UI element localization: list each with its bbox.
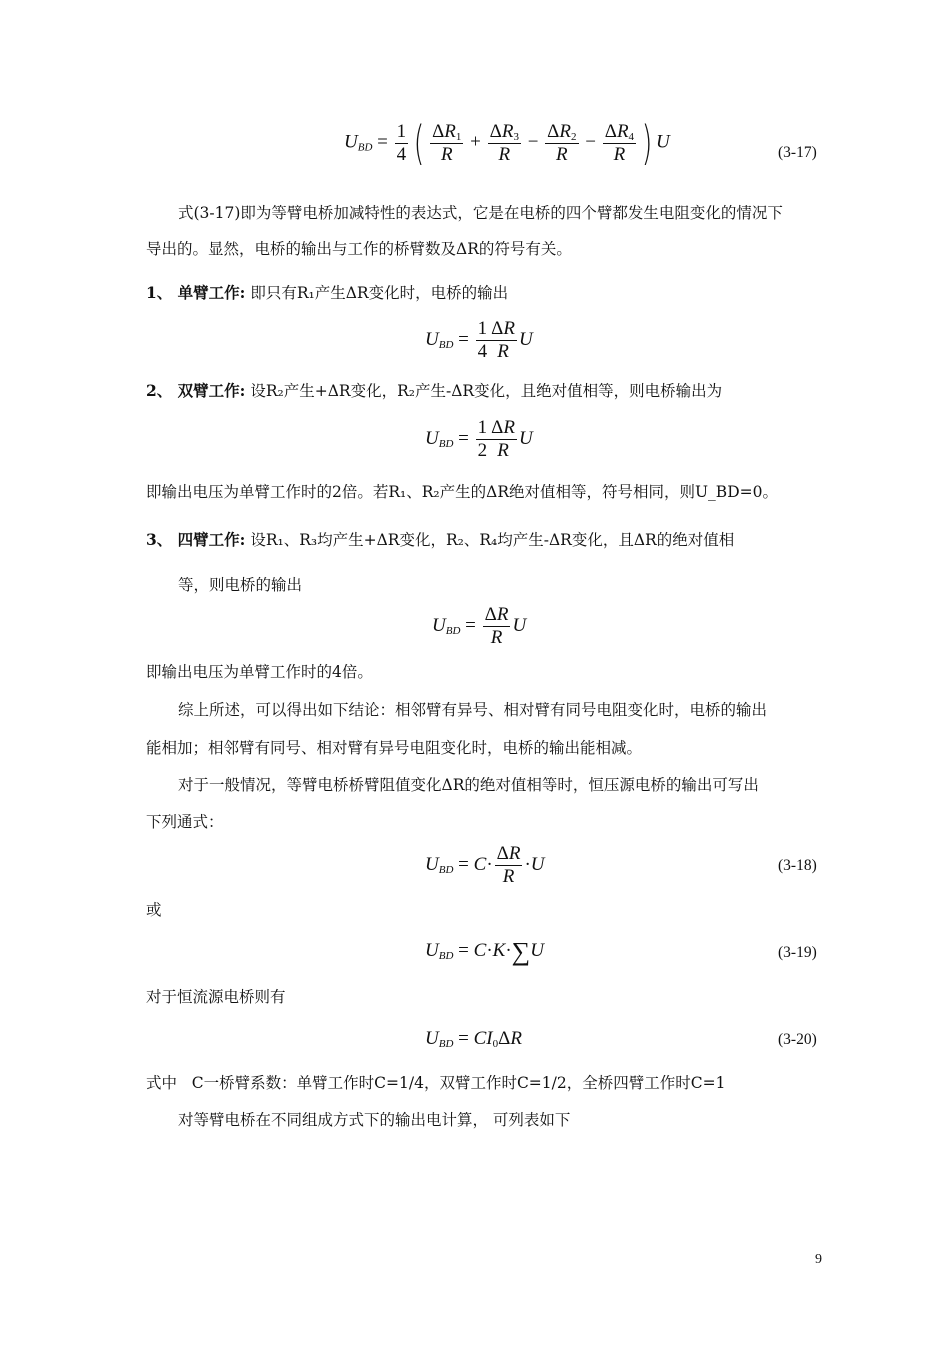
page-number: 9	[815, 1252, 822, 1267]
equation-3-20: $U_{BD} = CI_0\Delta R$	[425, 1028, 522, 1050]
table-intro: 对等臂电桥在不同组成方式下的输出电计算， 可列表如下	[178, 1111, 571, 1129]
where-label: 式中	[146, 1074, 178, 1092]
section-3-after: 即输出电压为单臂工作时的4倍。	[146, 663, 373, 681]
general-line: 下列通式：	[146, 813, 224, 831]
paragraph-line: 导出的。显然，电桥的输出与工作的桥臂数及ΔR的符号有关。	[146, 240, 572, 258]
section-2-after: 即输出电压为单臂工作时的2倍。若R₁、R₂产生的ΔR绝对值相等，符号相同，则U_BD=0。	[146, 483, 778, 501]
section-2-text: 设R₂产生+ΔR变化，R₂产生-ΔR变化，且绝对值相等，则电桥输出为	[250, 382, 723, 400]
section-3-text-2: 等，则电桥的输出	[178, 576, 303, 594]
where-line	[146, 1073, 725, 1093]
general-line: 对于一般情况，等臂电桥桥臂阻值变化ΔR的绝对值相等时，恒压源电桥的输出可写出	[178, 776, 759, 794]
where-text: C一桥臂系数：单臂工作时C=1/4，双臂工作时C=1/2，全桥四臂工作时C=1	[191, 1074, 726, 1092]
section-2-label: 2、 双臂工作:	[146, 381, 246, 400]
current-source-text: 对于恒流源电桥则有	[146, 988, 286, 1006]
equation-four-arm: $U_{BD}$ = $\frac{\Delta R}{R}$ U	[432, 604, 527, 648]
section-2-line	[146, 381, 722, 401]
conclusion-line: 综上所述，可以得出如下结论：相邻臂有异号、相对臂有同号电阻变化时，电桥的输出	[178, 701, 768, 719]
section-1-line	[146, 283, 508, 303]
equation-single-arm: $U_{BD}$ = $\frac{1}{4}$ $\frac{\Delta R}{R}$ U	[425, 318, 533, 362]
section-3-text: 设R₁、R₃均产生+ΔR变化，R₂、R₄均产生-ΔR变化，且ΔR的绝对值相	[250, 531, 735, 549]
section-3-line	[146, 530, 734, 550]
equation-3-18: $U_{BD} = C\cdot$ $\frac{\Delta R}{R}$ ·U	[425, 843, 545, 887]
equation-number-3-18: (3-18)	[778, 857, 817, 874]
equation-number-3-19: (3-19)	[778, 944, 817, 961]
section-3-label: 3、 四臂工作:	[146, 530, 246, 549]
equation-3-17: $U_{BD}$ = $\frac{1}{4}$ ( $\frac{\Delta R_1}{R}$ + $\frac{\Delta R_3}{R}$ − $\frac{\Delta R_2}{R}$ − $\frac{\Delta R_4}{R}$ ) U	[344, 116, 670, 170]
section-1-label: 1、 单臂工作:	[146, 283, 246, 302]
equation-3-19: $U_{BD} = C\cdot K\cdot\sum U$	[425, 937, 544, 966]
equation-number-3-17: (3-17)	[778, 144, 817, 161]
equation-double-arm: $U_{BD}$ = $\frac{1}{2}$ $\frac{\Delta R}{R}$ U	[425, 417, 533, 461]
or-text: 或	[146, 901, 162, 919]
equation-number-3-20: (3-20)	[778, 1031, 817, 1048]
section-1-text: 即只有R₁产生ΔR变化时，电桥的输出	[250, 284, 509, 302]
paragraph-line: 式(3-17)即为等臂电桥加减特性的表达式，它是在电桥的四个臂都发生电阻变化的情况下	[178, 204, 783, 222]
conclusion-line: 能相加；相邻臂有同号、相对臂有异号电阻变化时，电桥的输出能相减。	[146, 739, 643, 757]
